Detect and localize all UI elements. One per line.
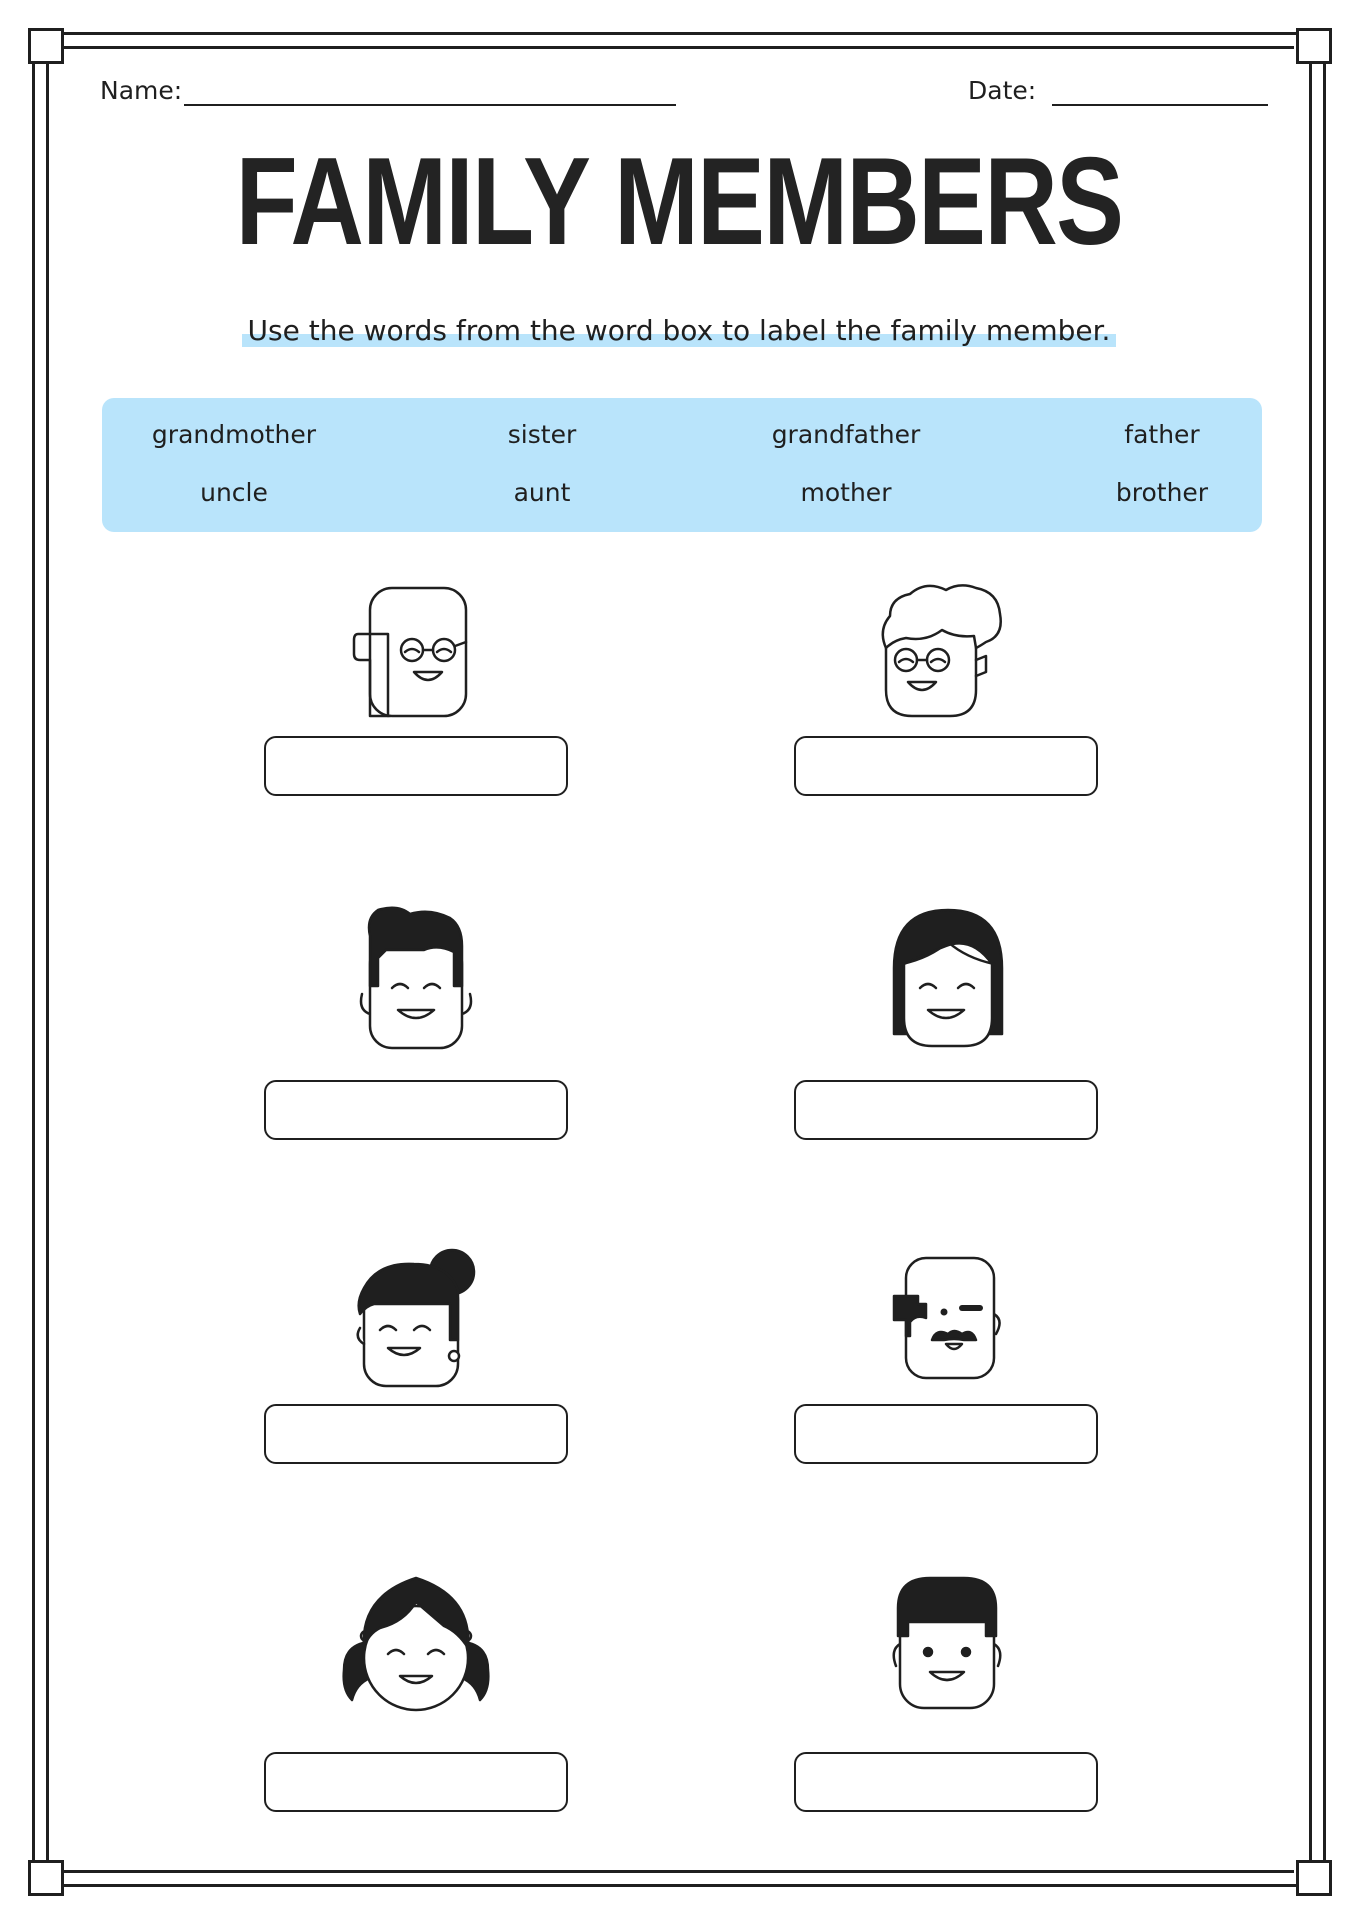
word-box-item: sister xyxy=(507,420,577,449)
instructions: Use the words from the word box to label the family member. xyxy=(242,314,1117,347)
border-bottom-outer xyxy=(46,1884,1312,1887)
word-box-item: grandfather xyxy=(771,420,921,449)
answer-box-aunt[interactable] xyxy=(264,1404,568,1464)
word-box xyxy=(102,398,1262,532)
answer-box-uncle[interactable] xyxy=(794,1404,1098,1464)
answer-box-grandmother[interactable] xyxy=(794,736,1098,796)
grandfather-face-icon xyxy=(350,580,480,720)
name-label: Name: xyxy=(100,76,183,105)
grandmother-face-icon xyxy=(876,580,1016,720)
sister-face-icon xyxy=(340,1572,492,1712)
word-box-item: aunt xyxy=(513,478,571,507)
date-label: Date: xyxy=(968,76,1037,105)
border-top-inner xyxy=(64,46,1294,49)
corner-square xyxy=(1296,28,1332,64)
word-box-item: uncle xyxy=(200,478,268,507)
answer-box-brother[interactable] xyxy=(794,1752,1098,1812)
corner-square xyxy=(28,1860,64,1896)
uncle-face-icon xyxy=(892,1256,1004,1382)
border-top-outer xyxy=(46,32,1312,35)
word-box-item: brother xyxy=(1115,478,1209,507)
corner-square xyxy=(28,28,64,64)
answer-box-father[interactable] xyxy=(264,1080,568,1140)
page-title: FAMILY MEMBERS xyxy=(235,133,1123,271)
father-face-icon xyxy=(358,902,474,1052)
border-bottom-inner xyxy=(64,1870,1294,1873)
name-field[interactable] xyxy=(184,104,676,106)
date-field[interactable] xyxy=(1052,104,1268,106)
word-box-item: father xyxy=(1124,420,1200,449)
answer-box-mother[interactable] xyxy=(794,1080,1098,1140)
instructions-wrap xyxy=(0,314,1358,347)
aunt-face-icon xyxy=(354,1248,482,1390)
word-box-item: grandmother xyxy=(151,420,317,449)
mother-face-icon xyxy=(890,906,1006,1052)
brother-face-icon xyxy=(886,1572,1008,1712)
answer-box-grandfather[interactable] xyxy=(264,736,568,796)
answer-box-sister[interactable] xyxy=(264,1752,568,1812)
word-box-item: mother xyxy=(800,478,892,507)
corner-square xyxy=(1296,1860,1332,1896)
